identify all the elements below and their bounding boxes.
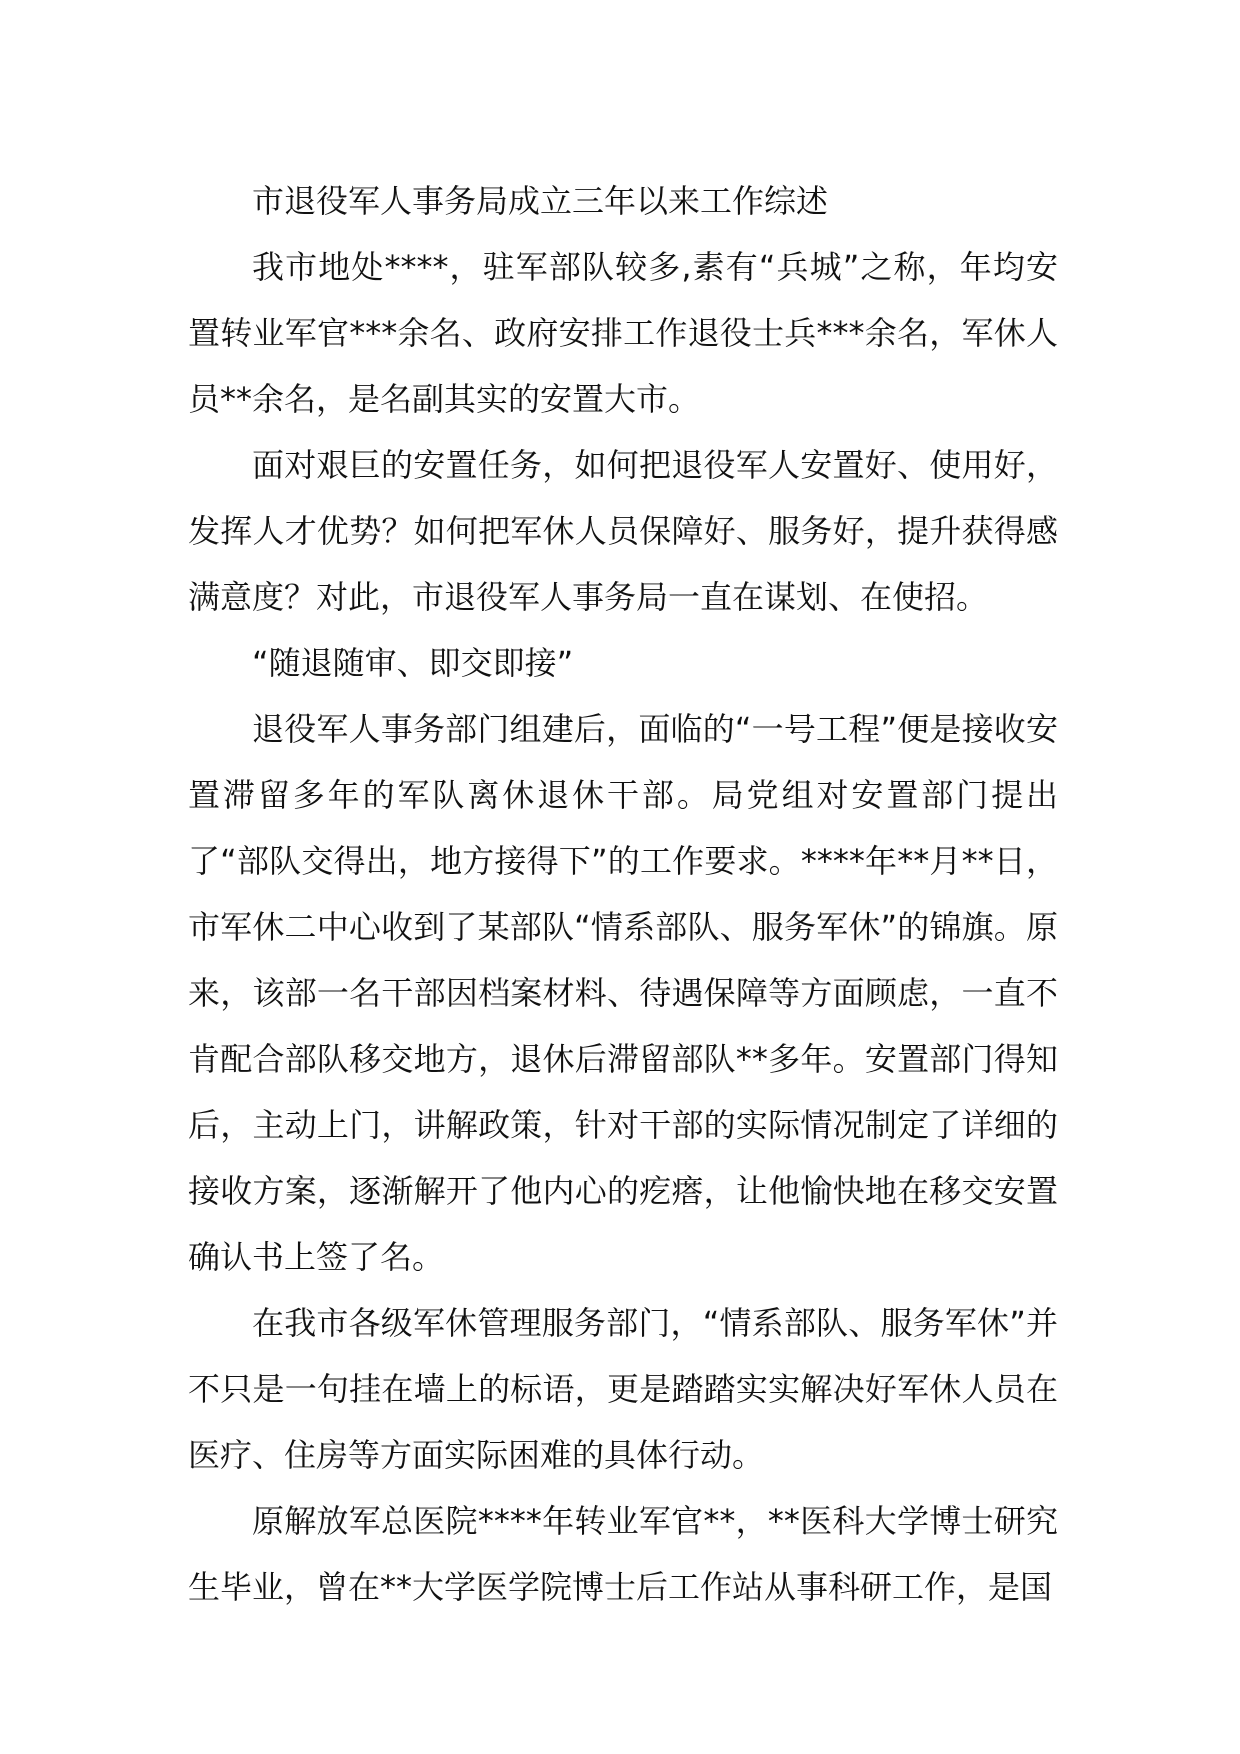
section-heading: “随退随审、即交即接” [252,644,574,682]
document-body [188,168,1058,1620]
paragraph-challenge: 面对艰巨的安置任务，如何把退役军人安置好、使用好，发挥人才优势？如何把军休人员保障好、服务好，提升获得感满意度？对此，市退役军人事务局一直在谋划、在使招。 [188,446,1058,616]
paragraph-case: 原解放军总医院****年转业军官**，**医科大学博士研究生毕业，曾在**大学医学院博士后工作站从事科研工作，是国 [188,1502,1058,1606]
paragraph-service: 在我市各级军休管理服务部门，“情系部队、服务军休”并不只是一句挂在墙上的标语，更是踏踏实实解决好军休人员在医疗、住房等方面实际困难的具体行动。 [188,1304,1058,1474]
document-title: 市退役军人事务局成立三年以来工作综述 [252,182,829,220]
paragraph-handover: 退役军人事务部门组建后，面临的“一号工程”便是接收安置滞留多年的军队离休退休干部。局党组对安置部门提出了“部队交得出，地方接得下”的工作要求。****年**月**日，市军休二中心收到了某部队“情系部队、服务军休”的锦旗。原来，该部一名干部因档案材料、待遇保障等方面顾虑，一直不肯配合部队移交地方，退休后滞留部队**多年。安置部门得知后，主动上门，讲解政策，针对干部的实际情况制定了详细的接收方案，逐渐解开了他内心的疙瘩，让他愉快地在移交安置确认书上签了名。 [188,710,1058,1276]
paragraph-intro: 我市地处****，驻军部队较多,素有“兵城”之称，年均安置转业军官***余名、政府安排工作退役士兵***余名，军休人员**余名，是名副其实的安置大市。 [188,248,1058,418]
